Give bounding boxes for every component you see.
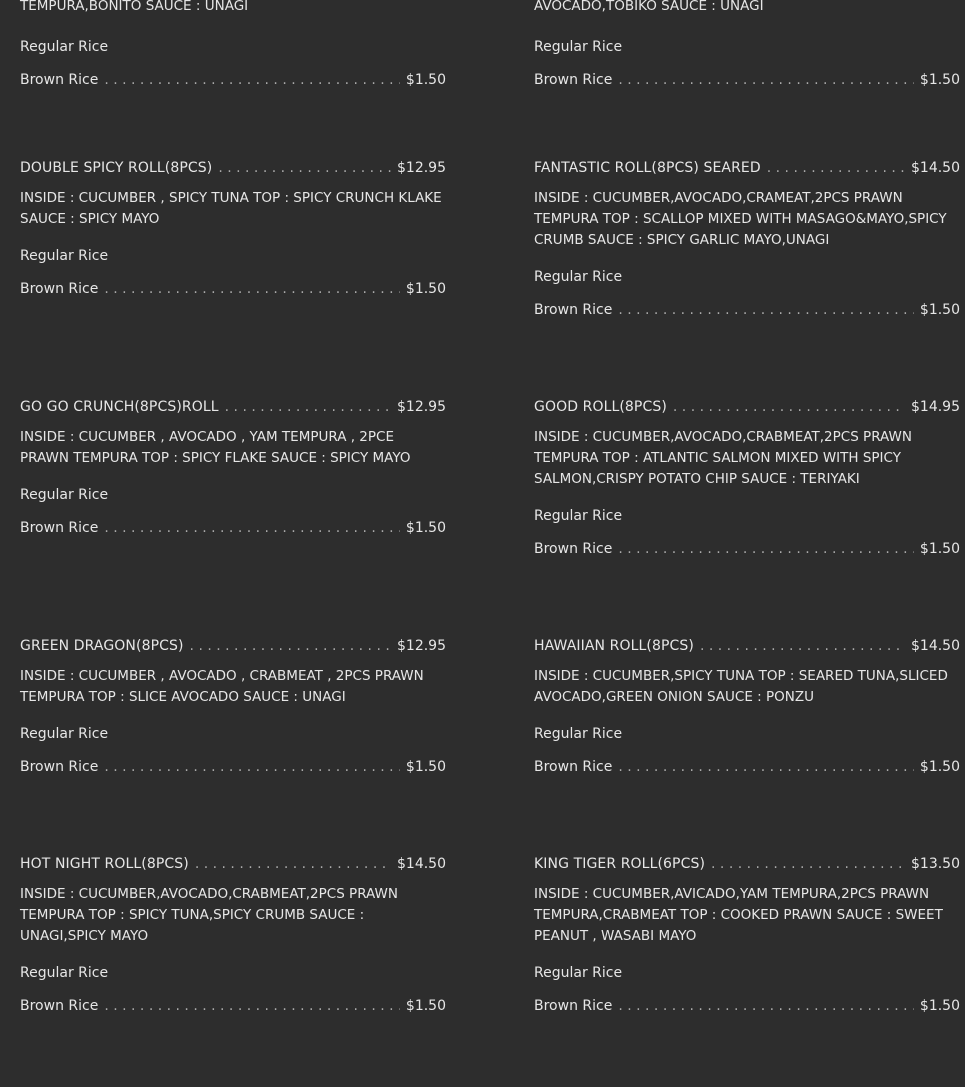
item-header <box>20 856 446 872</box>
item-price: $12.95 <box>397 160 446 176</box>
option-brown-rice[interactable] <box>534 72 960 88</box>
leader-dots <box>618 998 914 1014</box>
option-regular-rice[interactable]: Regular Rice <box>20 487 109 503</box>
option-brown-rice[interactable] <box>534 302 960 318</box>
leader-dots <box>618 72 914 88</box>
item-header <box>534 399 960 415</box>
item-name: HOT NIGHT ROLL(8PCS) <box>20 856 189 872</box>
option-label: Brown Rice <box>20 281 99 297</box>
option-regular-rice[interactable]: Regular Rice <box>534 726 623 742</box>
item-description: TEMPURA,BONITO SAUCE : UNAGI <box>20 0 249 14</box>
item-price: $14.50 <box>397 856 446 872</box>
item-description: INSIDE : CUCUMBER , AVOCADO , CRABMEAT , 2PCS PRAWN TEMPURA TOP : SLICE AVOCADO SAUCE : UNAGI <box>20 668 424 705</box>
item-price: $14.50 <box>911 160 960 176</box>
item-description: INSIDE : CUCUMBER , SPICY TUNA TOP : SPICY CRUNCH KLAKE SAUCE : SPICY MAYO <box>20 190 442 227</box>
option-brown-rice[interactable] <box>20 520 446 536</box>
item-description: INSIDE : CUCUMBER , AVOCADO , YAM TEMPURA , 2PCE PRAWN TEMPURA TOP : SPICY FLAKE SAUCE : SPICY MAYO <box>20 429 411 466</box>
item-price: $13.50 <box>911 856 960 872</box>
option-brown-rice[interactable] <box>534 541 960 557</box>
leader-dots <box>104 998 400 1014</box>
leader-dots <box>618 302 914 318</box>
leader-dots <box>190 638 391 654</box>
menu-item[interactable] <box>20 160 446 297</box>
item-description: INSIDE : CUCUMBER,AVICADO,YAM TEMPURA,2PCS PRAWN TEMPURA,CRABMEAT TOP : COOKED PRAWN SAUCE : SWEET PEANUT , WASABI MAYO <box>534 886 943 944</box>
option-brown-rice[interactable] <box>534 759 960 775</box>
leader-dots <box>618 541 914 557</box>
option-label: Brown Rice <box>20 759 99 775</box>
item-price: $14.50 <box>911 638 960 654</box>
item-name: GOOD ROLL(8PCS) <box>534 399 667 415</box>
item-description: INSIDE : CUCUMBER,SPICY TUNA TOP : SEARED TUNA,SLICED AVOCADO,GREEN ONION SAUCE : PONZU <box>534 668 948 705</box>
option-regular-rice[interactable]: Regular Rice <box>534 39 623 55</box>
item-description: INSIDE : CUCUMBER,AVOCADO,CRABMEAT,2PCS PRAWN TEMPURA TOP : ATLANTIC SALMON MIXED WITH SPICY SALMON,CRISPY POTATO CHIP SAUCE : TERIYAKI <box>534 429 912 487</box>
menu-item-partial <box>534 0 960 88</box>
item-price: $12.95 <box>397 399 446 415</box>
option-price: $1.50 <box>919 302 960 318</box>
option-price: $1.50 <box>919 72 960 88</box>
option-brown-rice[interactable] <box>534 998 960 1014</box>
option-label: Brown Rice <box>20 72 99 88</box>
item-price: $12.95 <box>397 638 446 654</box>
option-regular-rice[interactable]: Regular Rice <box>534 965 623 981</box>
menu-item[interactable] <box>534 856 960 1014</box>
option-price: $1.50 <box>405 998 446 1014</box>
option-regular-rice[interactable]: Regular Rice <box>534 508 623 524</box>
item-name: DOUBLE SPICY ROLL(8PCS) <box>20 160 213 176</box>
leader-dots <box>711 856 905 872</box>
item-name: GREEN DRAGON(8PCS) <box>20 638 184 654</box>
option-price: $1.50 <box>405 759 446 775</box>
leader-dots <box>104 520 400 536</box>
menu-item[interactable] <box>534 160 960 318</box>
leader-dots <box>104 759 400 775</box>
option-price: $1.50 <box>919 998 960 1014</box>
item-header <box>534 160 960 176</box>
option-label: Brown Rice <box>534 998 613 1014</box>
item-header <box>20 638 446 654</box>
item-description: INSIDE : CUCUMBER,AVOCADO,CRAMEAT,2PCS PRAWN TEMPURA TOP : SCALLOP MIXED WITH MASAGO&MAYO,SPICY CRUMB SAUCE : SPICY GARLIC MAYO,UNAGI <box>534 190 947 248</box>
item-name: HAWAIIAN ROLL(8PCS) <box>534 638 694 654</box>
option-label: Brown Rice <box>20 520 99 536</box>
option-label: Brown Rice <box>534 302 613 318</box>
item-name: FANTASTIC ROLL(8PCS) SEARED <box>534 160 761 176</box>
menu-item[interactable] <box>534 399 960 557</box>
option-regular-rice[interactable]: Regular Rice <box>20 726 109 742</box>
option-brown-rice[interactable] <box>20 281 446 297</box>
item-header <box>20 399 446 415</box>
leader-dots <box>618 759 914 775</box>
option-price: $1.50 <box>919 759 960 775</box>
option-brown-rice[interactable] <box>20 72 446 88</box>
menu-item[interactable] <box>20 856 446 1014</box>
menu-item[interactable] <box>20 638 446 775</box>
item-header <box>20 160 446 176</box>
leader-dots <box>225 399 391 415</box>
leader-dots <box>700 638 905 654</box>
leader-dots <box>218 160 391 176</box>
option-price: $1.50 <box>405 72 446 88</box>
option-price: $1.50 <box>405 520 446 536</box>
option-label: Brown Rice <box>534 541 613 557</box>
item-header <box>534 856 960 872</box>
option-regular-rice[interactable]: Regular Rice <box>20 248 109 264</box>
option-price: $1.50 <box>919 541 960 557</box>
item-description: AVOCADO,TOBIKO SAUCE : UNAGI <box>534 0 764 14</box>
option-regular-rice[interactable]: Regular Rice <box>534 269 623 285</box>
leader-dots <box>767 160 905 176</box>
option-price: $1.50 <box>405 281 446 297</box>
option-label: Brown Rice <box>534 72 613 88</box>
item-description: INSIDE : CUCUMBER,AVOCADO,CRABMEAT,2PCS PRAWN TEMPURA TOP : SPICY TUNA,SPICY CRUMB SAUCE : UNAGI,SPICY MAYO <box>20 886 398 944</box>
leader-dots <box>673 399 905 415</box>
menu-item[interactable] <box>534 638 960 775</box>
option-regular-rice[interactable]: Regular Rice <box>20 965 109 981</box>
leader-dots <box>195 856 391 872</box>
option-label: Brown Rice <box>534 759 613 775</box>
leader-dots <box>104 72 400 88</box>
item-header <box>534 638 960 654</box>
item-name: GO GO CRUNCH(8PCS)ROLL <box>20 399 219 415</box>
menu-item-partial <box>20 0 446 88</box>
menu-item[interactable] <box>20 399 446 536</box>
option-brown-rice[interactable] <box>20 759 446 775</box>
item-name: KING TIGER ROLL(6PCS) <box>534 856 706 872</box>
option-regular-rice[interactable]: Regular Rice <box>20 39 109 55</box>
leader-dots <box>104 281 400 297</box>
option-brown-rice[interactable] <box>20 998 446 1014</box>
option-label: Brown Rice <box>20 998 99 1014</box>
item-price: $14.95 <box>911 399 960 415</box>
